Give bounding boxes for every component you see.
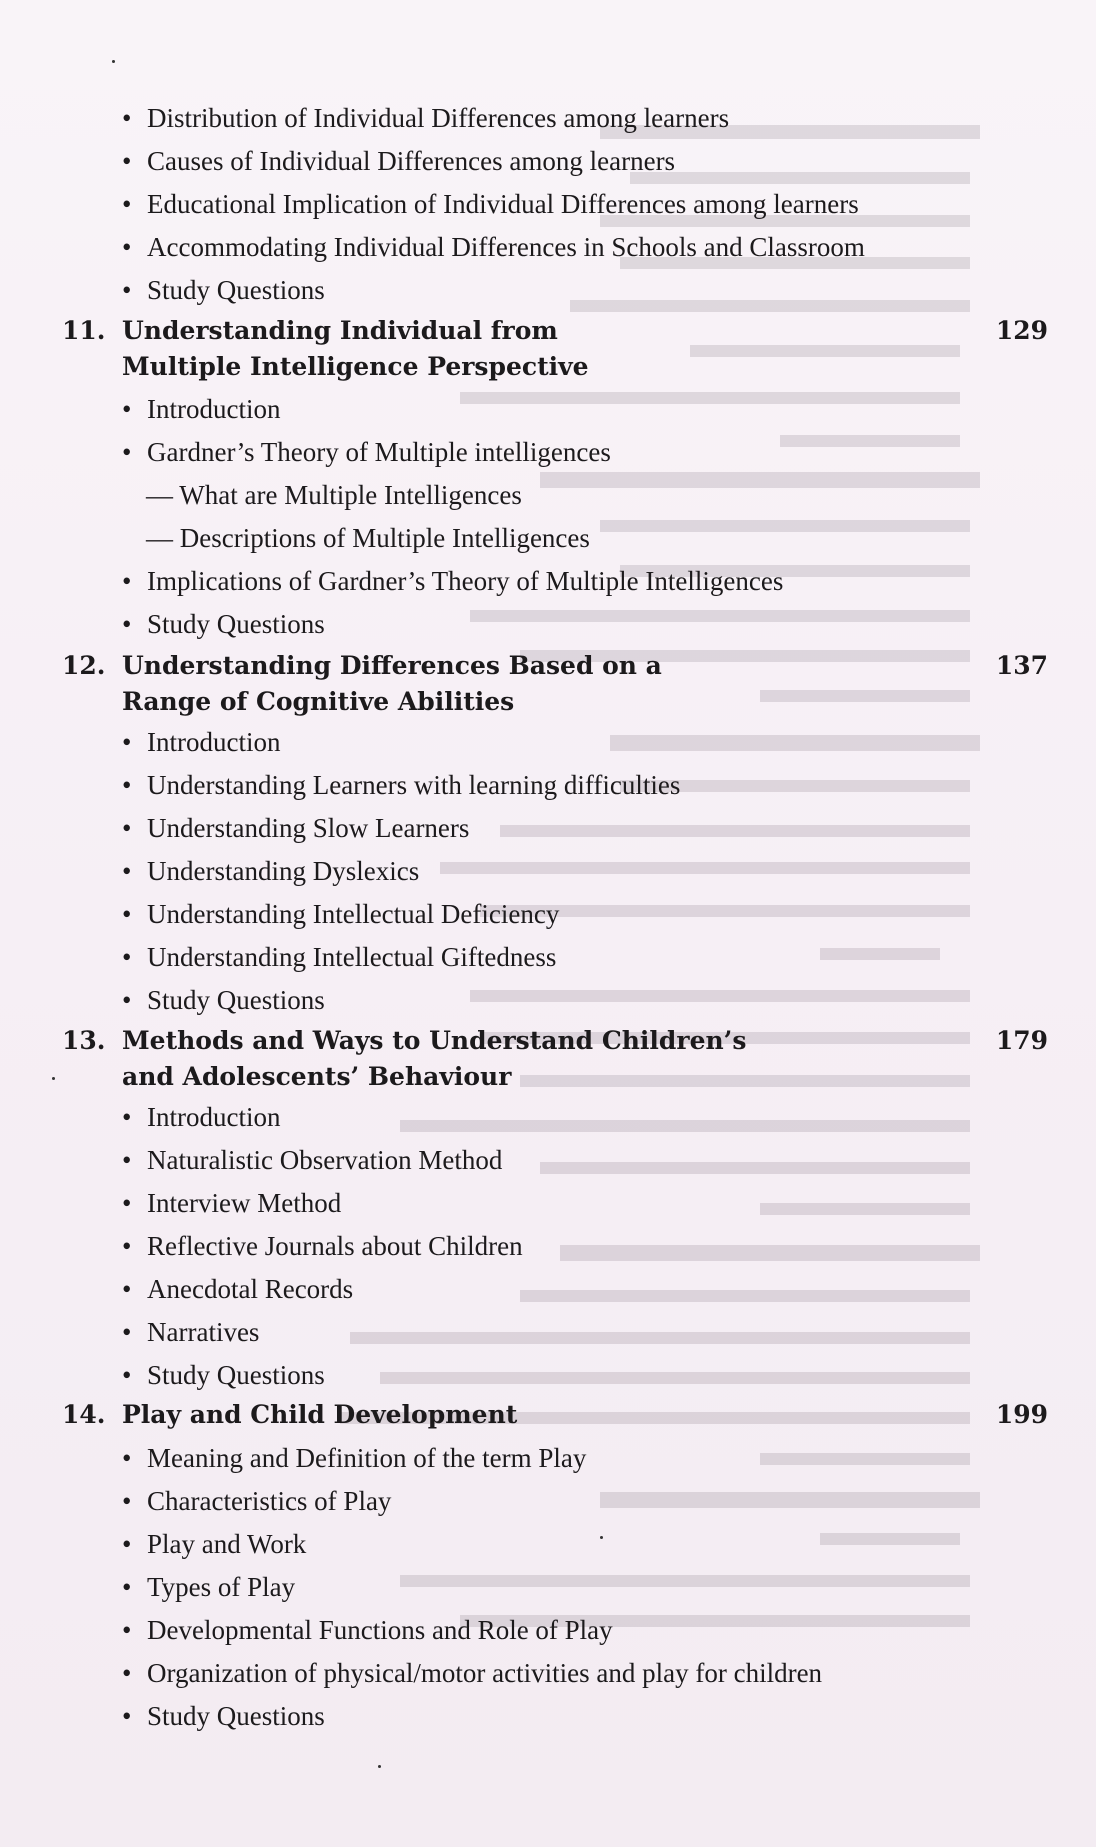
bullet-icon: • — [122, 985, 132, 1015]
bullet-icon: • — [122, 1145, 132, 1175]
bullet-icon: • — [122, 1701, 132, 1731]
bullet-icon: • — [122, 1658, 132, 1688]
chapter-12-page-number: 137 — [995, 651, 1048, 680]
bullet-icon: • — [122, 813, 132, 843]
bullet-icon: • — [122, 770, 132, 800]
book-page: • Distribution of Individual Differences among learners • Causes of Individual Differences among learners • Educational Implication of Individual Differences among learners • Accommodating Individual Differences in Schools and Classroom • Study Questions 11. Understanding Individual from Multiple Intelligence Perspective 129 • Introduction • Gardner’s Theory of Multiple intelligences — What are Multiple Intelligences — Descriptions of Multiple Intelligences • Implications of Gardner’s Theory of Multiple Intelligences • Study Questions 12. Understanding Differences Based on a Range of Cognitive Abilities 137 • Introduction • Understanding Learners with learning difficulties • Understanding Slow Learners • Understanding Dyslexics • Understanding Intellectual Deficiency • Understanding Intellectual Giftedness • Study Questions 13. Methods and Ways to Understand Children’s and Adolescents’ Behaviour 179 • Introduction • Naturalistic Observation Method • Interview Method • Reflective Journals about Children • Anecdotal Records • Narratives • Study Questions 14. Play and Child Development 199 • Meaning and Definition of the term Play • Characteristics of Play • Play and Work • Types of Play • Developmental Functions and Role of Play • Organization of physical/motor activities and play for children • Study Questions — [0, 0, 1096, 1847]
chapter-14-page-number: 199 — [995, 1400, 1048, 1429]
print-speck — [378, 1765, 381, 1768]
bullet-icon: • — [122, 1188, 132, 1218]
bullet-icon: • — [122, 437, 132, 467]
sub-item: — What are Multiple Intelligences — [146, 480, 522, 510]
bullet-icon: • — [122, 727, 132, 757]
print-speck — [600, 1536, 603, 1539]
bullet-icon: • — [122, 942, 132, 972]
print-speck — [52, 1077, 55, 1080]
bullet-icon: • — [122, 394, 132, 424]
chapter-11-page-number: 129 — [995, 316, 1048, 345]
bullet-icon: • — [122, 1360, 132, 1390]
bullet-icon: • — [122, 899, 132, 929]
print-speck — [112, 60, 115, 63]
bullet-icon: • — [122, 1274, 132, 1304]
bullet-icon: • — [122, 1486, 132, 1516]
bullet-icon: • — [122, 1102, 132, 1132]
bullet-icon: • — [122, 856, 132, 886]
bullet-icon: • — [122, 1317, 132, 1347]
bullet-icon: • — [122, 1231, 132, 1261]
bullet-icon: • — [122, 1572, 132, 1602]
bullet-icon: • — [122, 275, 132, 305]
bullet-icon: • — [122, 566, 132, 596]
sub-item: — Descriptions of Multiple Intelligences — [146, 523, 590, 553]
bullet-icon: • — [122, 189, 132, 219]
bullet-icon: • — [122, 1615, 132, 1645]
bullet-icon: • — [122, 1443, 132, 1473]
bullet-icon: • — [122, 146, 132, 176]
bullet-icon: • — [122, 103, 132, 133]
chapter-13-page-number: 179 — [995, 1026, 1048, 1055]
bullet-icon: • — [122, 609, 132, 639]
bullet-icon: • — [122, 232, 132, 262]
bullet-icon: • — [122, 1529, 132, 1559]
